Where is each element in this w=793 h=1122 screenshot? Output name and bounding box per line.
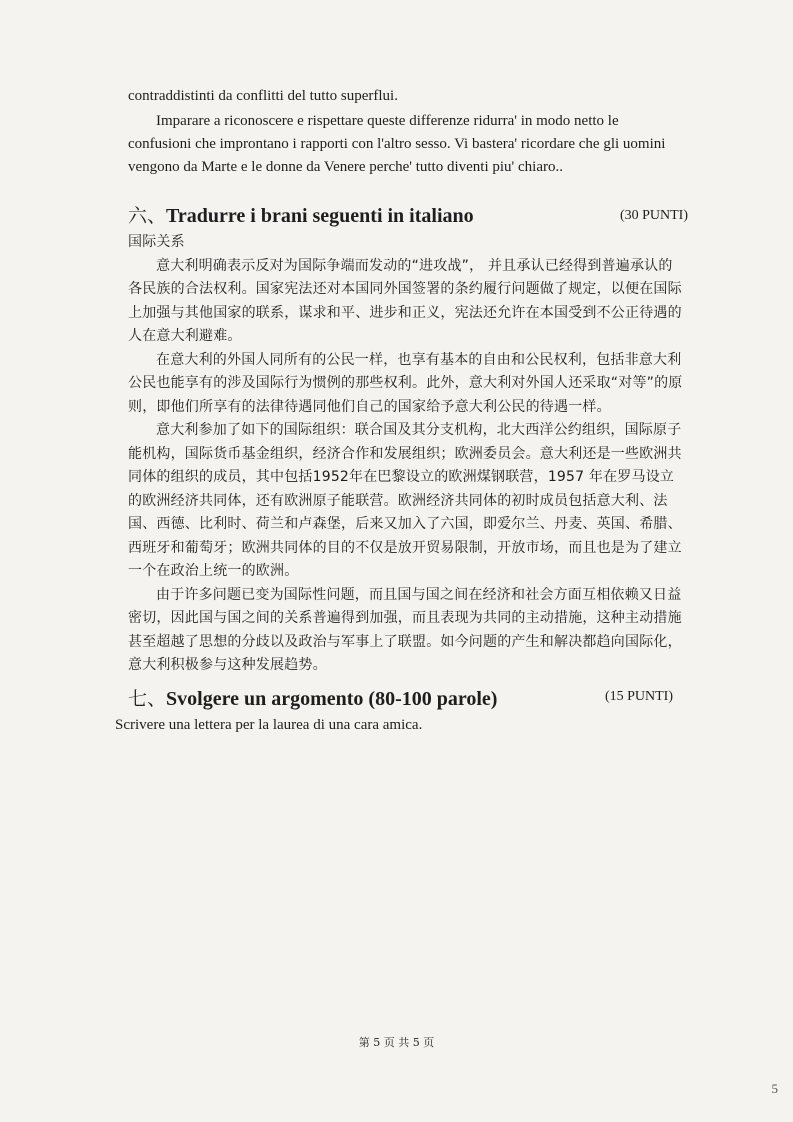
section-6-heading [128, 201, 688, 227]
page-footer: 第 5 页 共 5 页 [358, 1036, 435, 1049]
section-7-heading [128, 684, 673, 710]
translation-paragraph-4: 由于许多问题已变为国际性问题，而且国与国之间在经济和社会方面互相依赖又日益密切，因此国与国之间的关系普遍得到加强，而且表现为共同的主动措施，这种主动措施甚至超越了思想的分歧以及政治与军事上了联盟。如今问题的产生和解决都趋向国际化，意大利积极参与这种发展趋势。 [128, 586, 682, 673]
section-7-title: Svolgere un argomento (80-100 parole) [166, 688, 498, 710]
section-7-number: 七、 [128, 688, 167, 710]
section-6-number: 六、 [128, 205, 167, 227]
section-7-title-wrap [128, 684, 497, 711]
translation-paragraph-1: 意大利明确表示反对为国际争端而发动的“进攻战”， 并且承认已经得到普遍承认的各民族的合法权利。国家宪法还对本国同外国签署的条约履行问题做了规定，以便在国际上加强与其他国家的联系，谋求和平、进步和正义，宪法还允许在本国受到不公正待遇的人在意大利避难。 [128, 257, 682, 344]
intro-text [128, 85, 684, 179]
intro-paragraph-2: Imparare a riconoscere e rispettare queste differenze ridurra' in modo netto le confusioni che improntano i rapporti con l'altro sesso. Vi bastera' ricordare che gli uomini vengono da Marte e le donne da Venere perche' tutto diventi piu' chiaro.. [128, 113, 666, 175]
translation-paragraph-2: 在意大利的外国人同所有的公民一样，也享有基本的自由和公民权利，包括非意大利公民也能享有的涉及国际行为惯例的那些权利。此外，意大利对外国人还采取“对等”的原则，即他们所享有的法律待遇同他们自己的国家给予意大利公民的待遇一样。 [128, 351, 683, 415]
section-6-subtitle: 国际关系 [128, 234, 185, 250]
corner-page-number: 5 [771, 1081, 778, 1096]
translation-paragraph-3: 意大利参加了如下的国际组织：联合国及其分支机构，北大西洋公约组织，国际原子能机构，国际货币基金组织，经济合作和发展组织；欧洲委员会。意大利还是一些欧洲共同体的组织的成员，其中包括1952年在巴黎设立的欧洲煤钢联营，1957 年在罗马设立的欧洲经济共同体，还有欧洲原子能联营。欧洲经济共同体的初时成员包括意大利、法国、西德、比利时、荷兰和卢森堡，后来又加入了六国，即爱尔兰、丹麦、英国、希腊、西班牙和葡萄牙；欧洲共同体的目的不仅是放开贸易限制，开放市场，而且也是为了建立一个在政治上统一的欧洲。 [128, 422, 682, 579]
section-6-title-wrap [128, 201, 474, 228]
section-6-body [128, 231, 684, 678]
intro-line-1: contraddistinti da conflitti del tutto superflui. [128, 88, 398, 104]
section-6-points: (30 PUNTI) [619, 208, 688, 223]
section-6-title: Tradurre i brani seguenti in italiano [166, 205, 474, 227]
section-7-points: (15 PUNTI) [604, 689, 673, 704]
section-7-task: Scrivere una lettera per la laurea di una cara amica. [115, 717, 423, 733]
